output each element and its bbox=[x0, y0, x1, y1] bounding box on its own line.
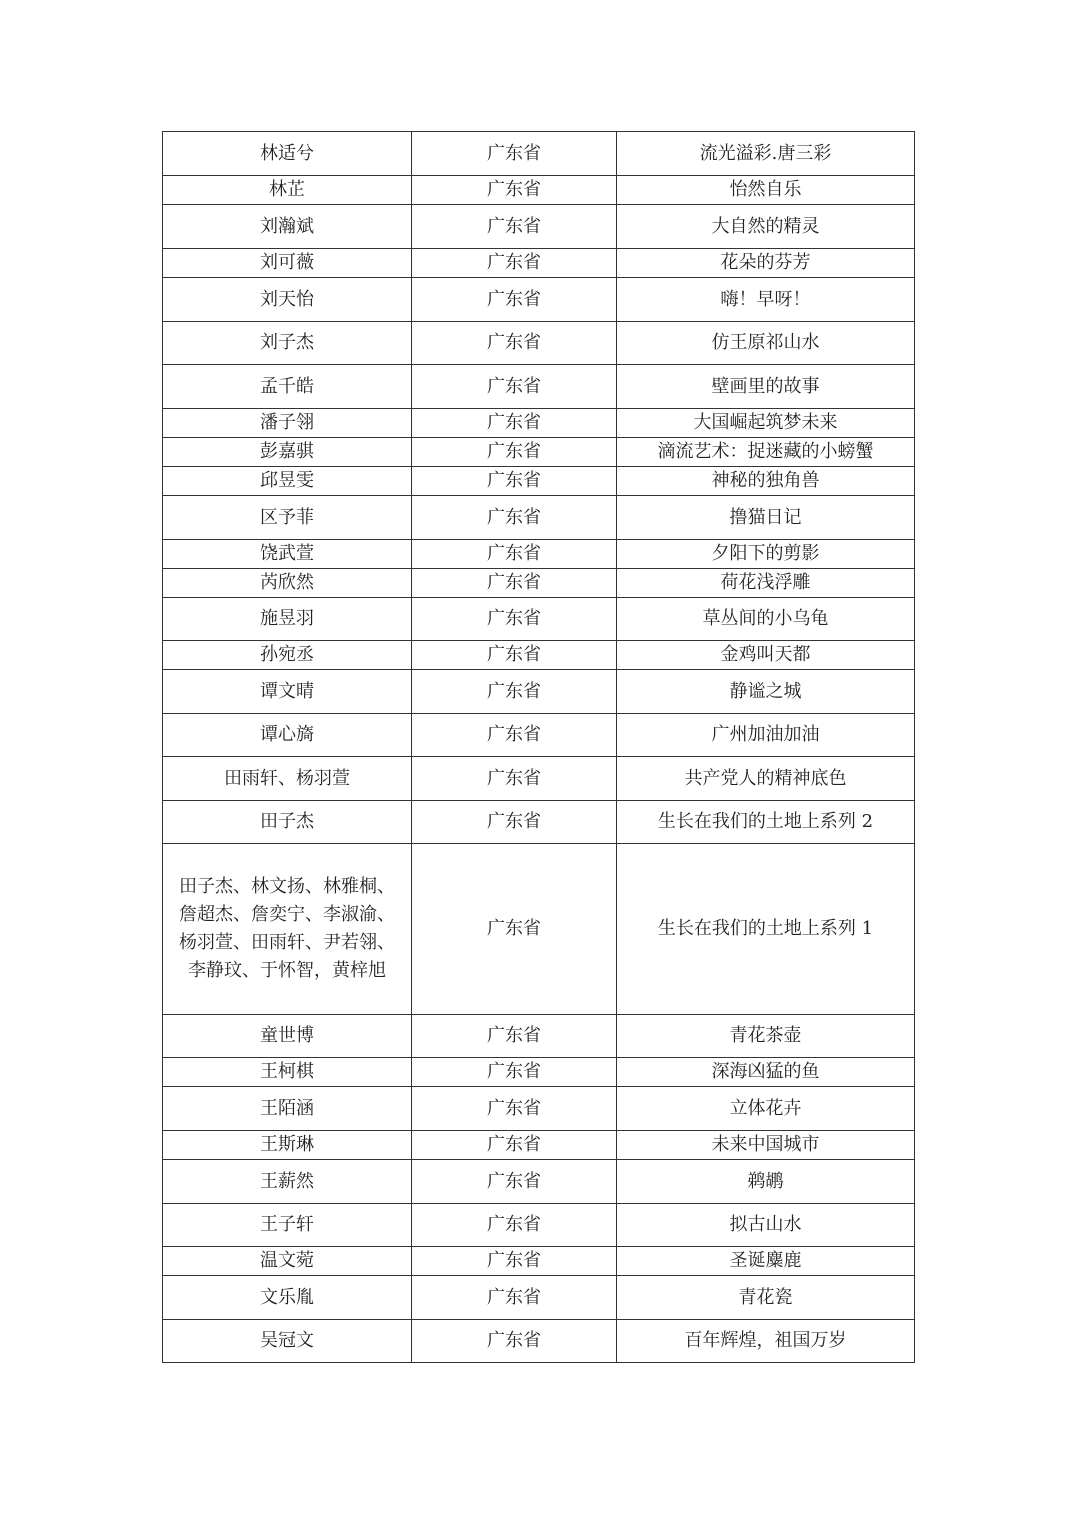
participant-table-body bbox=[163, 132, 915, 1363]
province-cell: 广东省 bbox=[412, 249, 617, 278]
artwork-title-cell: 花朵的芬芳 bbox=[617, 249, 915, 278]
participant-name-cell: 王薪然 bbox=[163, 1160, 412, 1204]
province-cell: 广东省 bbox=[412, 1247, 617, 1276]
artwork-title-cell: 大国崛起筑梦未来 bbox=[617, 409, 915, 438]
province-cell: 广东省 bbox=[412, 1160, 617, 1204]
table-row bbox=[163, 1276, 915, 1320]
table-row bbox=[163, 1087, 915, 1131]
province-cell: 广东省 bbox=[412, 569, 617, 598]
participant-name-cell: 彭嘉骐 bbox=[163, 438, 412, 467]
participant-name-cell: 王斯琳 bbox=[163, 1131, 412, 1160]
province-cell: 广东省 bbox=[412, 670, 617, 714]
table-row bbox=[163, 438, 915, 467]
participant-name-cell: 饶武萱 bbox=[163, 540, 412, 569]
table-row bbox=[163, 1131, 915, 1160]
province-cell: 广东省 bbox=[412, 322, 617, 365]
table-row bbox=[163, 467, 915, 496]
table-row bbox=[163, 1058, 915, 1087]
province-cell: 广东省 bbox=[412, 641, 617, 670]
participant-name-cell: 谭文晴 bbox=[163, 670, 412, 714]
table-row bbox=[163, 1204, 915, 1247]
artwork-title-cell: 共产党人的精神底色 bbox=[617, 757, 915, 801]
participant-name-cell: 林适兮 bbox=[163, 132, 412, 176]
province-cell: 广东省 bbox=[412, 176, 617, 205]
province-cell: 广东省 bbox=[412, 598, 617, 641]
participant-name-cell: 刘可薇 bbox=[163, 249, 412, 278]
province-cell: 广东省 bbox=[412, 1015, 617, 1058]
participant-name-cell: 王陌涵 bbox=[163, 1087, 412, 1131]
participant-name-cell: 文乐胤 bbox=[163, 1276, 412, 1320]
province-cell: 广东省 bbox=[412, 801, 617, 844]
artwork-title-cell: 神秘的独角兽 bbox=[617, 467, 915, 496]
participant-name-cell: 温文菀 bbox=[163, 1247, 412, 1276]
artwork-title-cell: 鹈鹕 bbox=[617, 1160, 915, 1204]
table-row bbox=[163, 641, 915, 670]
artwork-title-cell: 荷花浅浮雕 bbox=[617, 569, 915, 598]
artwork-title-cell: 撸猫日记 bbox=[617, 496, 915, 540]
province-cell: 广东省 bbox=[412, 278, 617, 322]
province-cell: 广东省 bbox=[412, 1320, 617, 1363]
artwork-title-cell: 百年辉煌，祖国万岁 bbox=[617, 1320, 915, 1363]
table-row bbox=[163, 801, 915, 844]
participant-name-cell: 刘瀚斌 bbox=[163, 205, 412, 249]
artwork-title-cell: 草丛间的小乌龟 bbox=[617, 598, 915, 641]
table-row bbox=[163, 540, 915, 569]
artwork-title-cell: 青花瓷 bbox=[617, 1276, 915, 1320]
artwork-title-cell: 广州加油加油 bbox=[617, 714, 915, 757]
participant-name-cell: 王柯棋 bbox=[163, 1058, 412, 1087]
province-cell: 广东省 bbox=[412, 1131, 617, 1160]
participant-name-cell: 孟千皓 bbox=[163, 365, 412, 409]
province-cell: 广东省 bbox=[412, 467, 617, 496]
participant-name-cell: 田子杰、林文扬、林雅桐、詹超杰、詹奕宁、李淑渝、杨羽萱、田雨轩、尹若翎、李静玟、于怀智，黄梓旭 bbox=[163, 844, 412, 1015]
table-row bbox=[163, 1015, 915, 1058]
participant-table bbox=[162, 131, 915, 1363]
artwork-title-cell: 流光溢彩.唐三彩 bbox=[617, 132, 915, 176]
participant-name-cell: 童世博 bbox=[163, 1015, 412, 1058]
table-row bbox=[163, 714, 915, 757]
table-row bbox=[163, 598, 915, 641]
participant-name-cell: 王子轩 bbox=[163, 1204, 412, 1247]
table-row bbox=[163, 249, 915, 278]
table-row bbox=[163, 1247, 915, 1276]
table-row bbox=[163, 670, 915, 714]
province-cell: 广东省 bbox=[412, 714, 617, 757]
table-row bbox=[163, 409, 915, 438]
artwork-title-cell: 深海凶猛的鱼 bbox=[617, 1058, 915, 1087]
province-cell: 广东省 bbox=[412, 1058, 617, 1087]
table-row bbox=[163, 757, 915, 801]
artwork-title-cell: 立体花卉 bbox=[617, 1087, 915, 1131]
table-row bbox=[163, 496, 915, 540]
artwork-title-cell: 生长在我们的土地上系列 1 bbox=[617, 844, 915, 1015]
province-cell: 广东省 bbox=[412, 540, 617, 569]
participant-name-cell: 吴冠文 bbox=[163, 1320, 412, 1363]
province-cell: 广东省 bbox=[412, 365, 617, 409]
province-cell: 广东省 bbox=[412, 844, 617, 1015]
participant-name-cell: 施昱羽 bbox=[163, 598, 412, 641]
participant-name-cell: 潘子翎 bbox=[163, 409, 412, 438]
province-cell: 广东省 bbox=[412, 409, 617, 438]
artwork-title-cell: 壁画里的故事 bbox=[617, 365, 915, 409]
participant-name-cell: 芮欣然 bbox=[163, 569, 412, 598]
artwork-title-cell: 夕阳下的剪影 bbox=[617, 540, 915, 569]
table-row bbox=[163, 569, 915, 598]
table-row bbox=[163, 278, 915, 322]
artwork-title-cell: 大自然的精灵 bbox=[617, 205, 915, 249]
table-row bbox=[163, 132, 915, 176]
participant-name-cell: 区予菲 bbox=[163, 496, 412, 540]
participant-name-cell: 刘天怡 bbox=[163, 278, 412, 322]
artwork-title-cell: 怡然自乐 bbox=[617, 176, 915, 205]
table-row bbox=[163, 844, 915, 1015]
table-row bbox=[163, 176, 915, 205]
participant-name-cell: 田雨轩、杨羽萱 bbox=[163, 757, 412, 801]
province-cell: 广东省 bbox=[412, 1087, 617, 1131]
province-cell: 广东省 bbox=[412, 496, 617, 540]
participant-name-cell: 田子杰 bbox=[163, 801, 412, 844]
province-cell: 广东省 bbox=[412, 1276, 617, 1320]
artwork-title-cell: 生长在我们的土地上系列 2 bbox=[617, 801, 915, 844]
province-cell: 广东省 bbox=[412, 205, 617, 249]
province-cell: 广东省 bbox=[412, 1204, 617, 1247]
table-row bbox=[163, 1160, 915, 1204]
artwork-title-cell: 金鸡叫天都 bbox=[617, 641, 915, 670]
table-row bbox=[163, 365, 915, 409]
artwork-title-cell: 青花茶壶 bbox=[617, 1015, 915, 1058]
participant-name-cell: 邱昱雯 bbox=[163, 467, 412, 496]
artwork-title-cell: 静谧之城 bbox=[617, 670, 915, 714]
table-row bbox=[163, 1320, 915, 1363]
artwork-title-cell: 未来中国城市 bbox=[617, 1131, 915, 1160]
participant-name-cell: 刘子杰 bbox=[163, 322, 412, 365]
participant-name-cell: 孙宛丞 bbox=[163, 641, 412, 670]
artwork-title-cell: 圣诞麋鹿 bbox=[617, 1247, 915, 1276]
artwork-title-cell: 嗨！早呀！ bbox=[617, 278, 915, 322]
participant-name-cell: 林芷 bbox=[163, 176, 412, 205]
artwork-title-cell: 拟古山水 bbox=[617, 1204, 915, 1247]
participant-name-cell: 谭心旖 bbox=[163, 714, 412, 757]
artwork-title-cell: 仿王原祁山水 bbox=[617, 322, 915, 365]
province-cell: 广东省 bbox=[412, 132, 617, 176]
table-row bbox=[163, 205, 915, 249]
province-cell: 广东省 bbox=[412, 438, 617, 467]
province-cell: 广东省 bbox=[412, 757, 617, 801]
table-row bbox=[163, 322, 915, 365]
artwork-title-cell: 滴流艺术：捉迷藏的小螃蟹 bbox=[617, 438, 915, 467]
